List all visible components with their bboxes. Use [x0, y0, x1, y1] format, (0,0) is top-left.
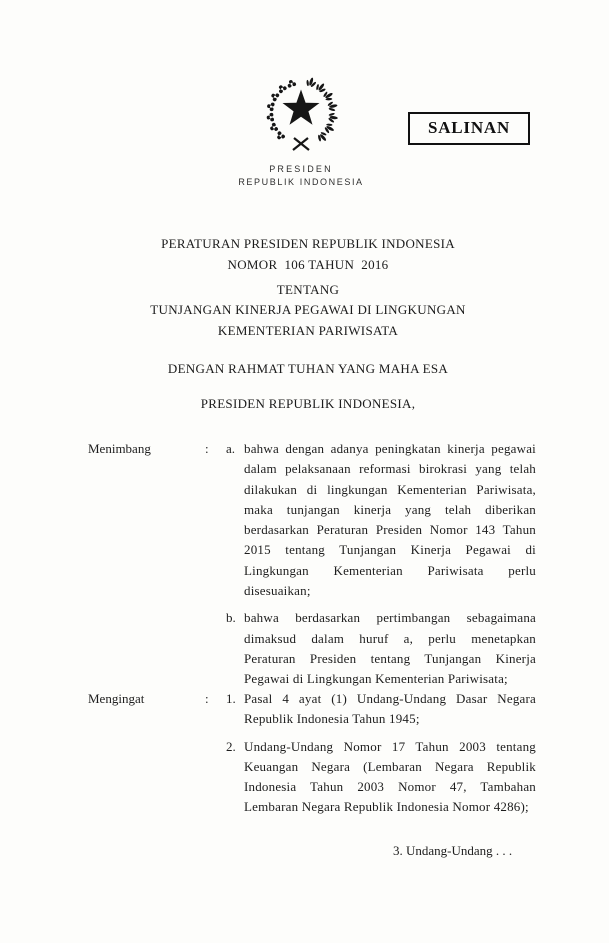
text-line: Pasal 4 ayat (1) Undang-Undang Dasar Negara [244, 691, 536, 706]
regulation-number: NOMOR 106 TAHUN 2016 [227, 257, 389, 272]
text-line: Lembaran Negara Republik Indonesia Nomor 4286); [244, 799, 529, 815]
star-icon [283, 90, 320, 125]
item-marker: b. [226, 610, 236, 626]
item-marker: 2. [226, 738, 236, 754]
text-line: Indonesia Tahun 2003 Nomor 47, Tambahan [244, 779, 536, 795]
item-text [244, 737, 536, 818]
page-catchword: 3. Undang-Undang . . . [393, 843, 513, 858]
text-line: disesuaikan; [244, 583, 311, 599]
menimbang-items [226, 439, 536, 690]
text-line: Peraturan Presiden tentang Tunjangan Kinerja [244, 650, 536, 666]
item-marker: a. [226, 441, 236, 456]
mengingat-items [226, 689, 536, 818]
item-marker: 1. [226, 691, 236, 706]
text-line: dalam pelaksanaan reformasi birokrasi yang telah [244, 461, 536, 477]
mengingat-item-2 [226, 737, 536, 818]
menimbang-item-a [226, 439, 536, 601]
invocation: DENGAN RAHMAT TUHAN YANG MAHA ESA [167, 361, 449, 376]
menimbang-label: Menimbang [88, 441, 151, 456]
regulation-subject-line1: TUNJANGAN KINERJA PEGAWAI DI LINGKUNGAN [150, 302, 466, 317]
salinan-stamp: SALINAN [408, 112, 530, 145]
item-text [244, 689, 536, 730]
text-line: bahwa dengan adanya peningkatan kinerja pegawai [244, 441, 536, 456]
tentang-label: TENTANG [276, 282, 340, 297]
regulation-subject-line2: KEMENTERIAN PARIWISATA [217, 323, 399, 338]
mengingat-label: Mengingat [88, 691, 145, 706]
text-line: 2015 tentang Tunjangan Kinerja Pegawai di [244, 542, 536, 558]
mengingat-colon: : [205, 691, 209, 706]
text-line: Keuangan Negara (Lembaran Negara Republik [244, 758, 536, 774]
enacting-authority: PRESIDEN REPUBLIK INDONESIA, [200, 396, 416, 411]
item-text [244, 439, 536, 601]
text-line: Lingkungan Kementerian Pariwisata perlu [244, 562, 536, 578]
presidential-seal-icon [253, 77, 349, 155]
letterhead-republik-indonesia: REPUBLIK INDONESIA [238, 177, 364, 187]
letterhead-presiden: PRESIDEN [269, 164, 333, 174]
text-line: berdasarkan Peraturan Presiden Nomor 143 Tahun [244, 522, 536, 538]
text-line: maka tunjangan kinerja yang telah diberikan [244, 501, 536, 517]
text-line: dilakukan di lingkungan Kementerian Pariwisata, [244, 481, 536, 497]
text-line: Undang-Undang Nomor 17 Tahun 2003 tentang [244, 738, 536, 754]
item-text [244, 608, 536, 689]
text-line: bahwa berdasarkan pertimbangan sebagaimana [244, 610, 536, 626]
menimbang-item-b [226, 608, 536, 689]
mengingat-item-1 [226, 689, 536, 730]
text-line: Republik Indonesia Tahun 1945; [244, 711, 420, 727]
regulation-title: PERATURAN PRESIDEN REPUBLIK INDONESIA [161, 236, 455, 251]
text-line: Pegawai di Lingkungan Kementerian Pariwisata; [244, 671, 508, 687]
menimbang-colon: : [205, 441, 209, 456]
text-line: dimaksud dalam huruf a, perlu menetapkan [244, 630, 536, 646]
